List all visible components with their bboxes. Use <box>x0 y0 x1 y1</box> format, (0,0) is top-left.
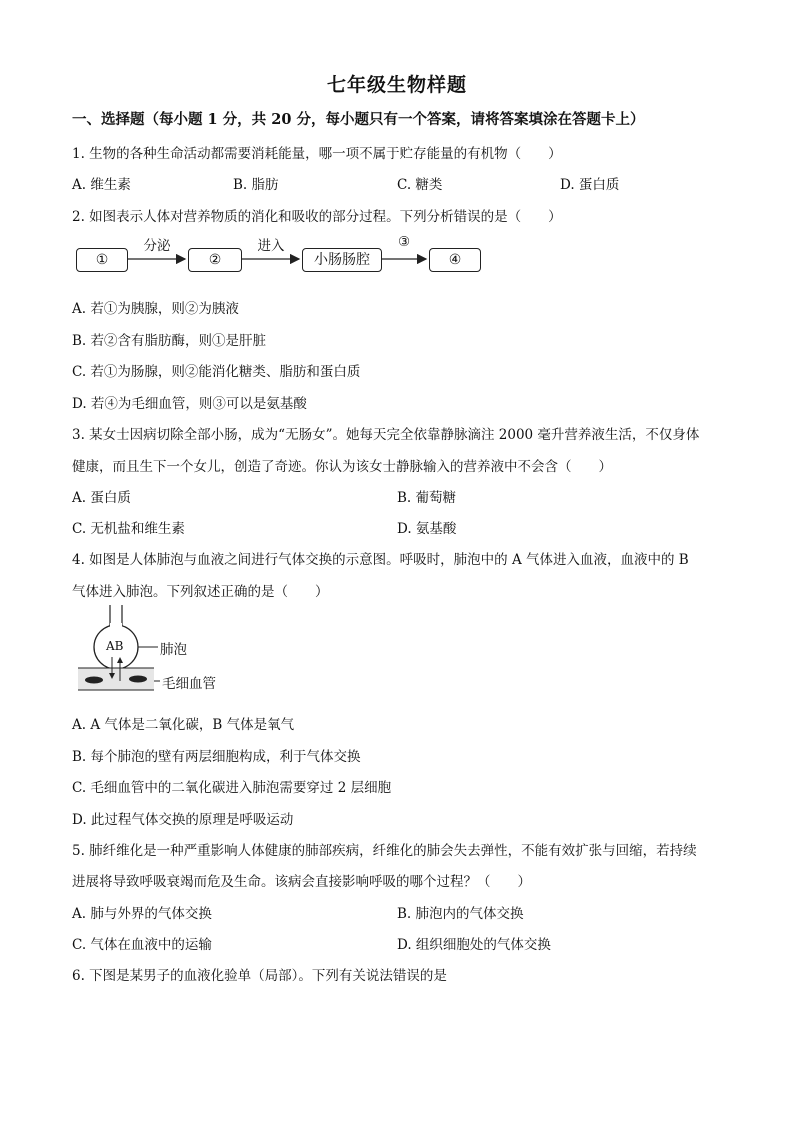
alveolus-diagram <box>72 605 252 693</box>
question-4-stem-line2: 气体进入肺泡。下列叙述正确的是（ ） <box>72 584 329 600</box>
alveolus-gas-label: AB <box>106 639 124 653</box>
capillary-label: 毛细血管 <box>162 676 216 692</box>
q4-option-d: D. 此过程气体交换的原理是呼吸运动 <box>72 812 294 828</box>
question-2-stem: 2. 如图表示人体对营养物质的消化和吸收的部分过程。下列分析错误的是（ ） <box>72 209 562 225</box>
q4-option-a: A. A 气体是二氧化碳，B 气体是氧气 <box>72 717 295 733</box>
q5-option-a: A. 肺与外界的气体交换 <box>72 906 212 922</box>
box-2: ② <box>188 248 242 272</box>
q3-option-b: B. 葡萄糖 <box>397 490 457 506</box>
digestion-flow-diagram <box>72 234 492 278</box>
alveolus-label: 肺泡 <box>160 642 187 658</box>
arrow-label-enter: 进入 <box>257 238 285 254</box>
q5-option-d: D. 组织细胞处的气体交换 <box>397 937 551 953</box>
page-title: 七年级生物样题 <box>326 74 467 96</box>
box-4: ④ <box>429 248 481 272</box>
question-5-stem-line2: 进展将导致呼吸衰竭而危及生命。该病会直接影响呼吸的哪个过程？（ ） <box>72 874 531 890</box>
box-small-intestine: 小肠肠腔 <box>302 248 382 272</box>
q2-option-c: C. 若①为肠腺，则②能消化糖类、脂肪和蛋白质 <box>72 364 361 380</box>
q5-option-c: C. 气体在血液中的运输 <box>72 937 212 953</box>
q5-option-b: B. 肺泡内的气体交换 <box>397 906 524 922</box>
arrow-label-3: ③ <box>397 234 411 250</box>
q2-option-b: B. 若②含有脂肪酶，则①是肝脏 <box>72 333 267 349</box>
q4-option-b: B. 每个肺泡的壁有两层细胞构成，利于气体交换 <box>72 749 361 765</box>
question-5-stem-line1: 5. 肺纤维化是一种严重影响人体健康的肺部疾病，纤维化的肺会失去弹性，不能有效扩张与回缩，若持续 <box>72 843 697 859</box>
question-3-stem-line2: 健康，而且生下一个女儿，创造了奇迹。你认为该女士静脉输入的营养液中不会含（ ） <box>72 459 612 475</box>
arrow-label-secrete: 分泌 <box>143 238 171 254</box>
q3-option-c: C. 无机盐和维生素 <box>72 521 185 537</box>
q3-option-a: A. 蛋白质 <box>72 490 131 506</box>
box-1: ① <box>76 248 128 272</box>
q1-option-c: C. 糖类 <box>397 177 443 193</box>
q2-option-d: D. 若④为毛细血管，则③可以是氨基酸 <box>72 396 307 412</box>
q3-option-d: D. 氨基酸 <box>397 521 457 537</box>
q1-option-d: D. 蛋白质 <box>560 177 620 193</box>
question-1-stem: 1. 生物的各种生命活动都需要消耗能量，哪一项不属于贮存能量的有机物（ ） <box>72 146 562 162</box>
question-6-stem: 6. 下图是某男子的血液化验单（局部）。下列有关说法错误的是 <box>72 968 447 984</box>
question-4-stem-line1: 4. 如图是人体肺泡与血液之间进行气体交换的示意图。呼吸时，肺泡中的 A 气体进入血液，血液中的 B <box>72 552 689 568</box>
q1-option-b: B. 脂肪 <box>233 177 279 193</box>
q2-option-a: A. 若①为胰腺，则②为胰液 <box>72 301 239 317</box>
q4-option-c: C. 毛细血管中的二氧化碳进入肺泡需要穿过 2 层细胞 <box>72 780 392 796</box>
q1-option-a: A. 维生素 <box>72 177 131 193</box>
question-3-stem-line1: 3. 某女士因病切除全部小肠，成为“无肠女”。她每天完全依靠静脉滴注 2000 毫升营养液生活，不仅身体 <box>72 427 700 443</box>
section-heading: 一、选择题（每小题 1 分，共 20 分，每小题只有一个答案，请将答案填涂在答题卡上） <box>72 111 645 128</box>
